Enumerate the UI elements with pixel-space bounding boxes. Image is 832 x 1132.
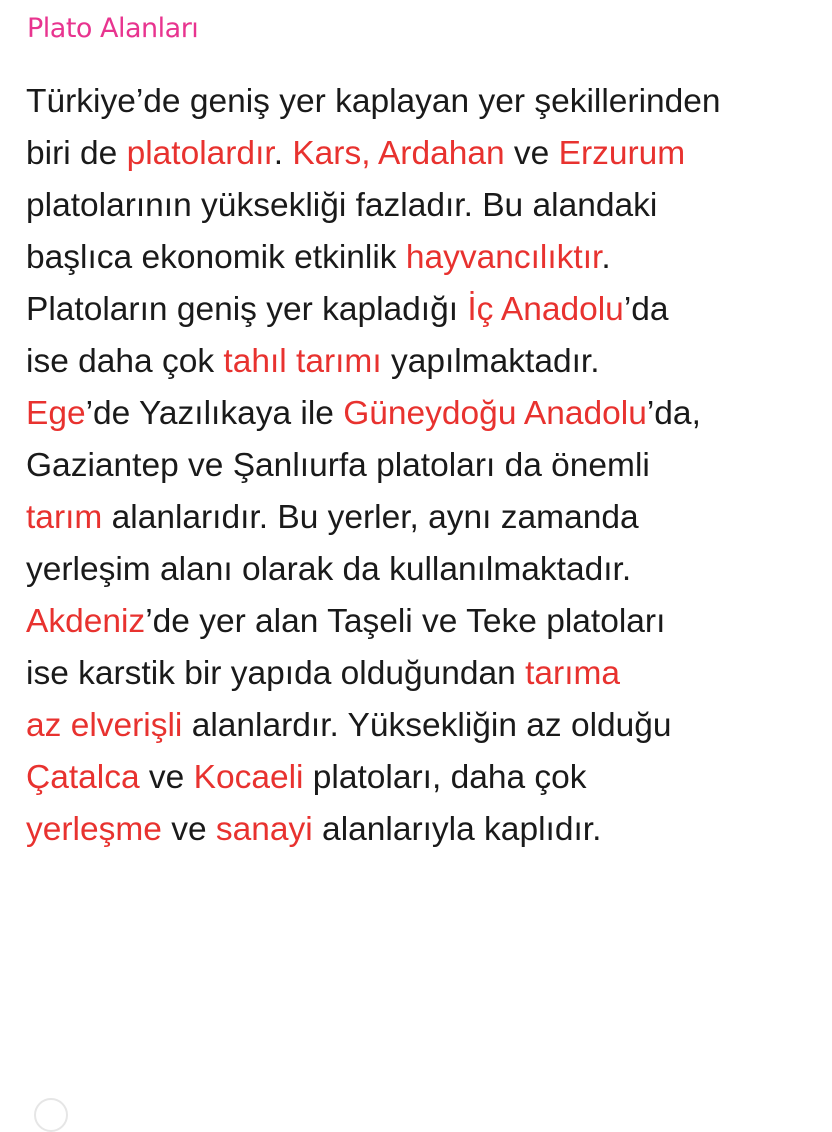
text-segment: platolarının yüksekliği fazladır. Bu alandaki <box>26 187 658 224</box>
highlighted-term: Çatalca <box>26 759 140 796</box>
text-segment: ’de yer alan Taşeli ve Teke platoları <box>145 603 666 640</box>
text-segment: ve <box>504 135 559 172</box>
text-line <box>26 752 826 804</box>
page-corner-mark <box>34 1098 68 1132</box>
text-segment: alanlarıyla kaplıdır. <box>312 811 602 848</box>
text-segment: platoları, daha çok <box>303 759 587 796</box>
text-segment: ise daha çok <box>26 343 224 380</box>
highlighted-term: tarıma <box>525 655 621 692</box>
highlighted-term: hayvancılıktır <box>405 239 602 276</box>
text-segment: Platoların geniş yer kapladığı <box>26 291 468 328</box>
text-line <box>26 804 826 856</box>
text-segment: . <box>601 239 611 276</box>
text-line <box>26 700 826 752</box>
text-line <box>26 76 826 128</box>
highlighted-term: Akdeniz <box>26 603 146 640</box>
text-segment: ise karstik bir yapıda olduğundan <box>26 655 526 692</box>
text-line <box>26 284 826 336</box>
text-line <box>26 648 826 700</box>
text-segment: yerleşim alanı olarak da kullanılmaktadır. <box>26 551 632 588</box>
highlighted-term: tarım <box>26 499 103 536</box>
text-line <box>26 180 826 232</box>
text-segment: biri de <box>26 135 127 172</box>
highlighted-term: Erzurum <box>558 135 686 172</box>
text-segment: ve <box>161 811 216 848</box>
text-segment: ’da <box>623 291 669 328</box>
highlighted-term: tahıl tarımı <box>223 343 382 380</box>
text-segment: Gaziantep ve Şanlıurfa platoları da önemli <box>26 447 650 484</box>
text-segment: . <box>273 135 293 172</box>
text-segment: ’da, <box>646 395 701 432</box>
text-segment: alanlarıdır. Bu yerler, aynı zamanda <box>102 499 639 536</box>
highlighted-term: platolardır <box>126 135 274 172</box>
text-line <box>26 128 826 180</box>
text-segment: Türkiye’de geniş yer kaplayan yer şekillerinden <box>26 83 721 120</box>
text-segment: yapılmaktadır. <box>381 343 600 380</box>
text-line <box>26 596 826 648</box>
text-segment: başlıca ekonomik etkinlik <box>26 239 406 276</box>
text-line <box>26 544 826 596</box>
paragraph <box>26 76 826 856</box>
highlighted-term: Ege <box>26 395 86 432</box>
text-line <box>26 336 826 388</box>
highlighted-term: az elverişli <box>26 707 183 744</box>
highlighted-term: Güneydoğu Anadolu <box>343 395 647 432</box>
text-line <box>26 388 826 440</box>
highlighted-term: İç Anadolu <box>467 291 624 328</box>
text-segment: ’de Yazılıkaya ile <box>85 395 344 432</box>
text-line <box>26 440 826 492</box>
text-line <box>26 492 826 544</box>
highlighted-term: yerleşme <box>26 811 162 848</box>
highlighted-term: Kars, Ardahan <box>292 135 505 172</box>
text-line <box>26 232 826 284</box>
text-segment: alanlardır. Yüksekliğin az olduğu <box>182 707 672 744</box>
highlighted-term: sanayi <box>215 811 313 848</box>
section-title: Plato Alanları <box>27 13 199 44</box>
text-segment: ve <box>139 759 194 796</box>
highlighted-term: Kocaeli <box>193 759 304 796</box>
